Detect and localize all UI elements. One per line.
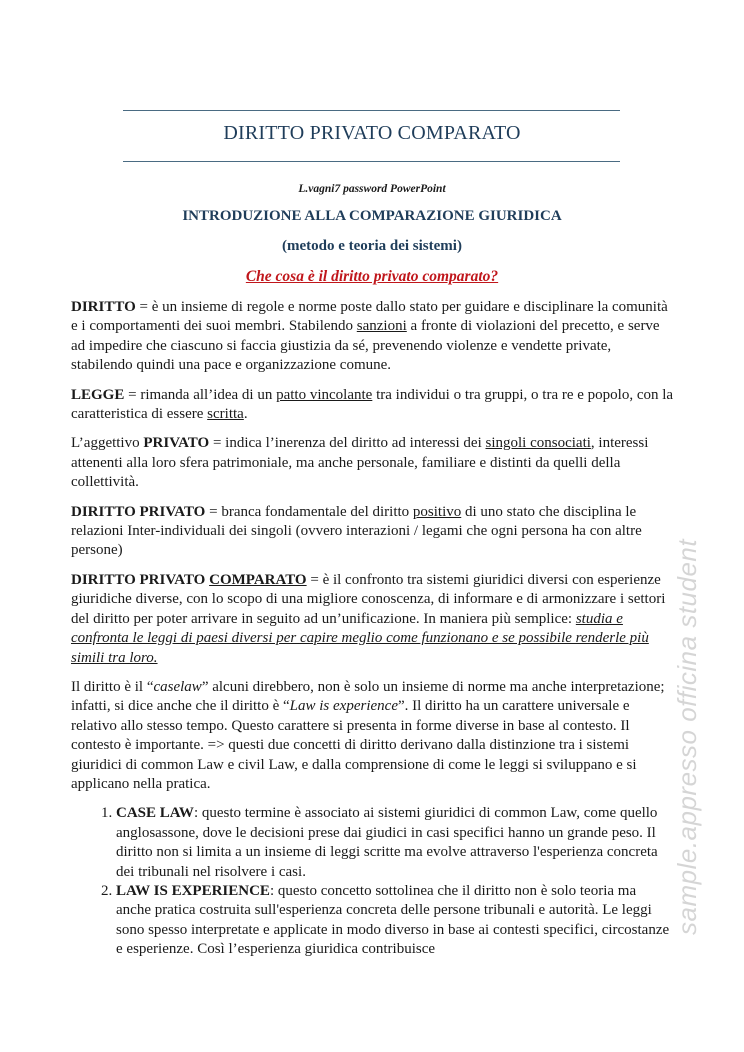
italic-law-is-experience: Law is experience <box>289 698 398 715</box>
term-diritto-privato-comparato <box>71 572 307 588</box>
text: di uno stato che disciplina le relazioni Inter-individuali dei singoli (ovvero interazioni / legami che ogni persona ha con altre persone) <box>71 503 642 559</box>
text: = indica l’inerenza del diritto ad interessi dei <box>209 435 486 452</box>
top-rule <box>123 110 620 111</box>
term-diritto: DIRITTO <box>71 299 136 315</box>
text: : questo termine è associato ai sistemi giuridici di common Law, come quello anglosassone, dove le decisioni prese dai giudici in casi specifici hanno un grande peso. Il diritto non si limita a un insieme di leggi scritte ma evolve attraverso l'esperienza concreta dei tribunali nel risolvere i casi. <box>116 805 658 880</box>
watermark: sample.appresso officina student <box>672 538 702 935</box>
heading-method: (metodo e teoria dei sistemi) <box>282 238 462 254</box>
heading-introduction: INTRODUZIONE ALLA COMPARAZIONE GIURIDICA <box>182 208 562 224</box>
text: . <box>243 406 248 423</box>
text: = è un insieme di regole e norme poste dallo stato per guidare e disciplinare la comunità e i comportamenti dei suoi membri. Stabilendo <box>71 299 668 335</box>
page-title: DIRITTO PRIVATO COMPARATO <box>223 122 521 144</box>
title-underline-rule <box>123 161 620 162</box>
paragraph-legge <box>71 386 674 425</box>
numbered-list <box>71 804 674 959</box>
text: L’aggettivo <box>71 435 144 452</box>
italic-underlined-definition: studia e confronta le leggi di paesi diversi per capire meglio come funzionano e se possibile renderle più simili tra loro. <box>71 610 649 666</box>
list-item <box>116 882 674 960</box>
paragraph-comparato <box>71 571 674 668</box>
term-law-is-experience: LAW IS EXPERIENCE <box>116 882 270 899</box>
text: = rimanda all’idea di un <box>124 386 277 403</box>
underlined-patto-vincolante: patto vincolante <box>276 386 373 403</box>
text: tra individui o tra gruppi, o tra re e popolo, con la caratteristica di essere <box>71 386 674 423</box>
paragraph-caselaw <box>71 678 674 794</box>
underlined-singoli-consociati: singoli consociati <box>485 435 591 452</box>
underlined-comparato: COMPARATO <box>209 571 307 588</box>
underlined-scritta: scritta <box>207 406 244 423</box>
term-privato: PRIVATO <box>143 435 210 452</box>
paragraph-diritto-privato <box>71 503 674 561</box>
term-case-law: CASE LAW <box>116 805 194 822</box>
paragraph-diritto <box>71 298 674 376</box>
text: a fronte di violazioni del precetto, e serve ad impedire che ciascuno si faccia giustizia da sé, prevenendo violenze e vendette private, stabilendo quindi una pace e organizzazione comune. <box>71 318 660 374</box>
text: = è il confronto tra sistemi giuridici diversi con esperienze giuridiche diverse, con lo scopo di una migliore conoscenza, di informare e di armonizzare i settori del diritto per poter arrivare in seguito ad un’unificazione. In maniera più semplice: <box>71 571 666 627</box>
text: , interessi attenenti alla loro sfera patrimoniale, ma anche personale, familiare e distinti da quelli della collettività. <box>71 435 649 491</box>
text: : questo concetto sottolinea che il diritto non è solo teoria ma anche pratica costruita sull'esperienza concreta delle persone tribunali e autorità. Le leggi sono spesso interpretate e applicate in modo diverso in base ai contesti specifici, circostanze e esperienze. Così l’esperienza giuridica contribuisce <box>116 882 670 958</box>
heading-question: Che cosa è il diritto privato comparato? <box>245 268 499 285</box>
term-diritto-privato: DIRITTO PRIVATO <box>71 503 206 520</box>
paragraph-privato <box>71 434 674 492</box>
underlined-sanzioni: sanzioni <box>356 318 407 335</box>
text: Il diritto è il “ <box>71 678 154 695</box>
underlined-positivo: positivo <box>412 503 462 520</box>
italic-caselaw: caselaw <box>153 678 202 695</box>
document-body <box>71 298 674 960</box>
text: ”. Il diritto ha un carattere universale e relativo allo stesso tempo. Questo carattere si presenta in forme diverse in base al contesto. Il contesto è importante. => questi due concetti di diritto derivano dalla distinzione tra i sistemi giuridici di common Law e civil Law, e dalla comprensione di come le leggi si sviluppano e si applicano nella pratica. <box>71 698 637 792</box>
list-item <box>116 804 674 882</box>
text: DIRITTO PRIVATO <box>71 571 210 588</box>
text: ” alcuni direbbero, non è solo un insieme di norme ma anche interpretazione; infatti, si dice anche che il diritto è “ <box>71 678 665 715</box>
password-note: L.vagni7 password PowerPoint <box>298 183 446 195</box>
text: = branca fondamentale del diritto <box>205 503 413 520</box>
term-legge: LEGGE <box>71 386 125 403</box>
